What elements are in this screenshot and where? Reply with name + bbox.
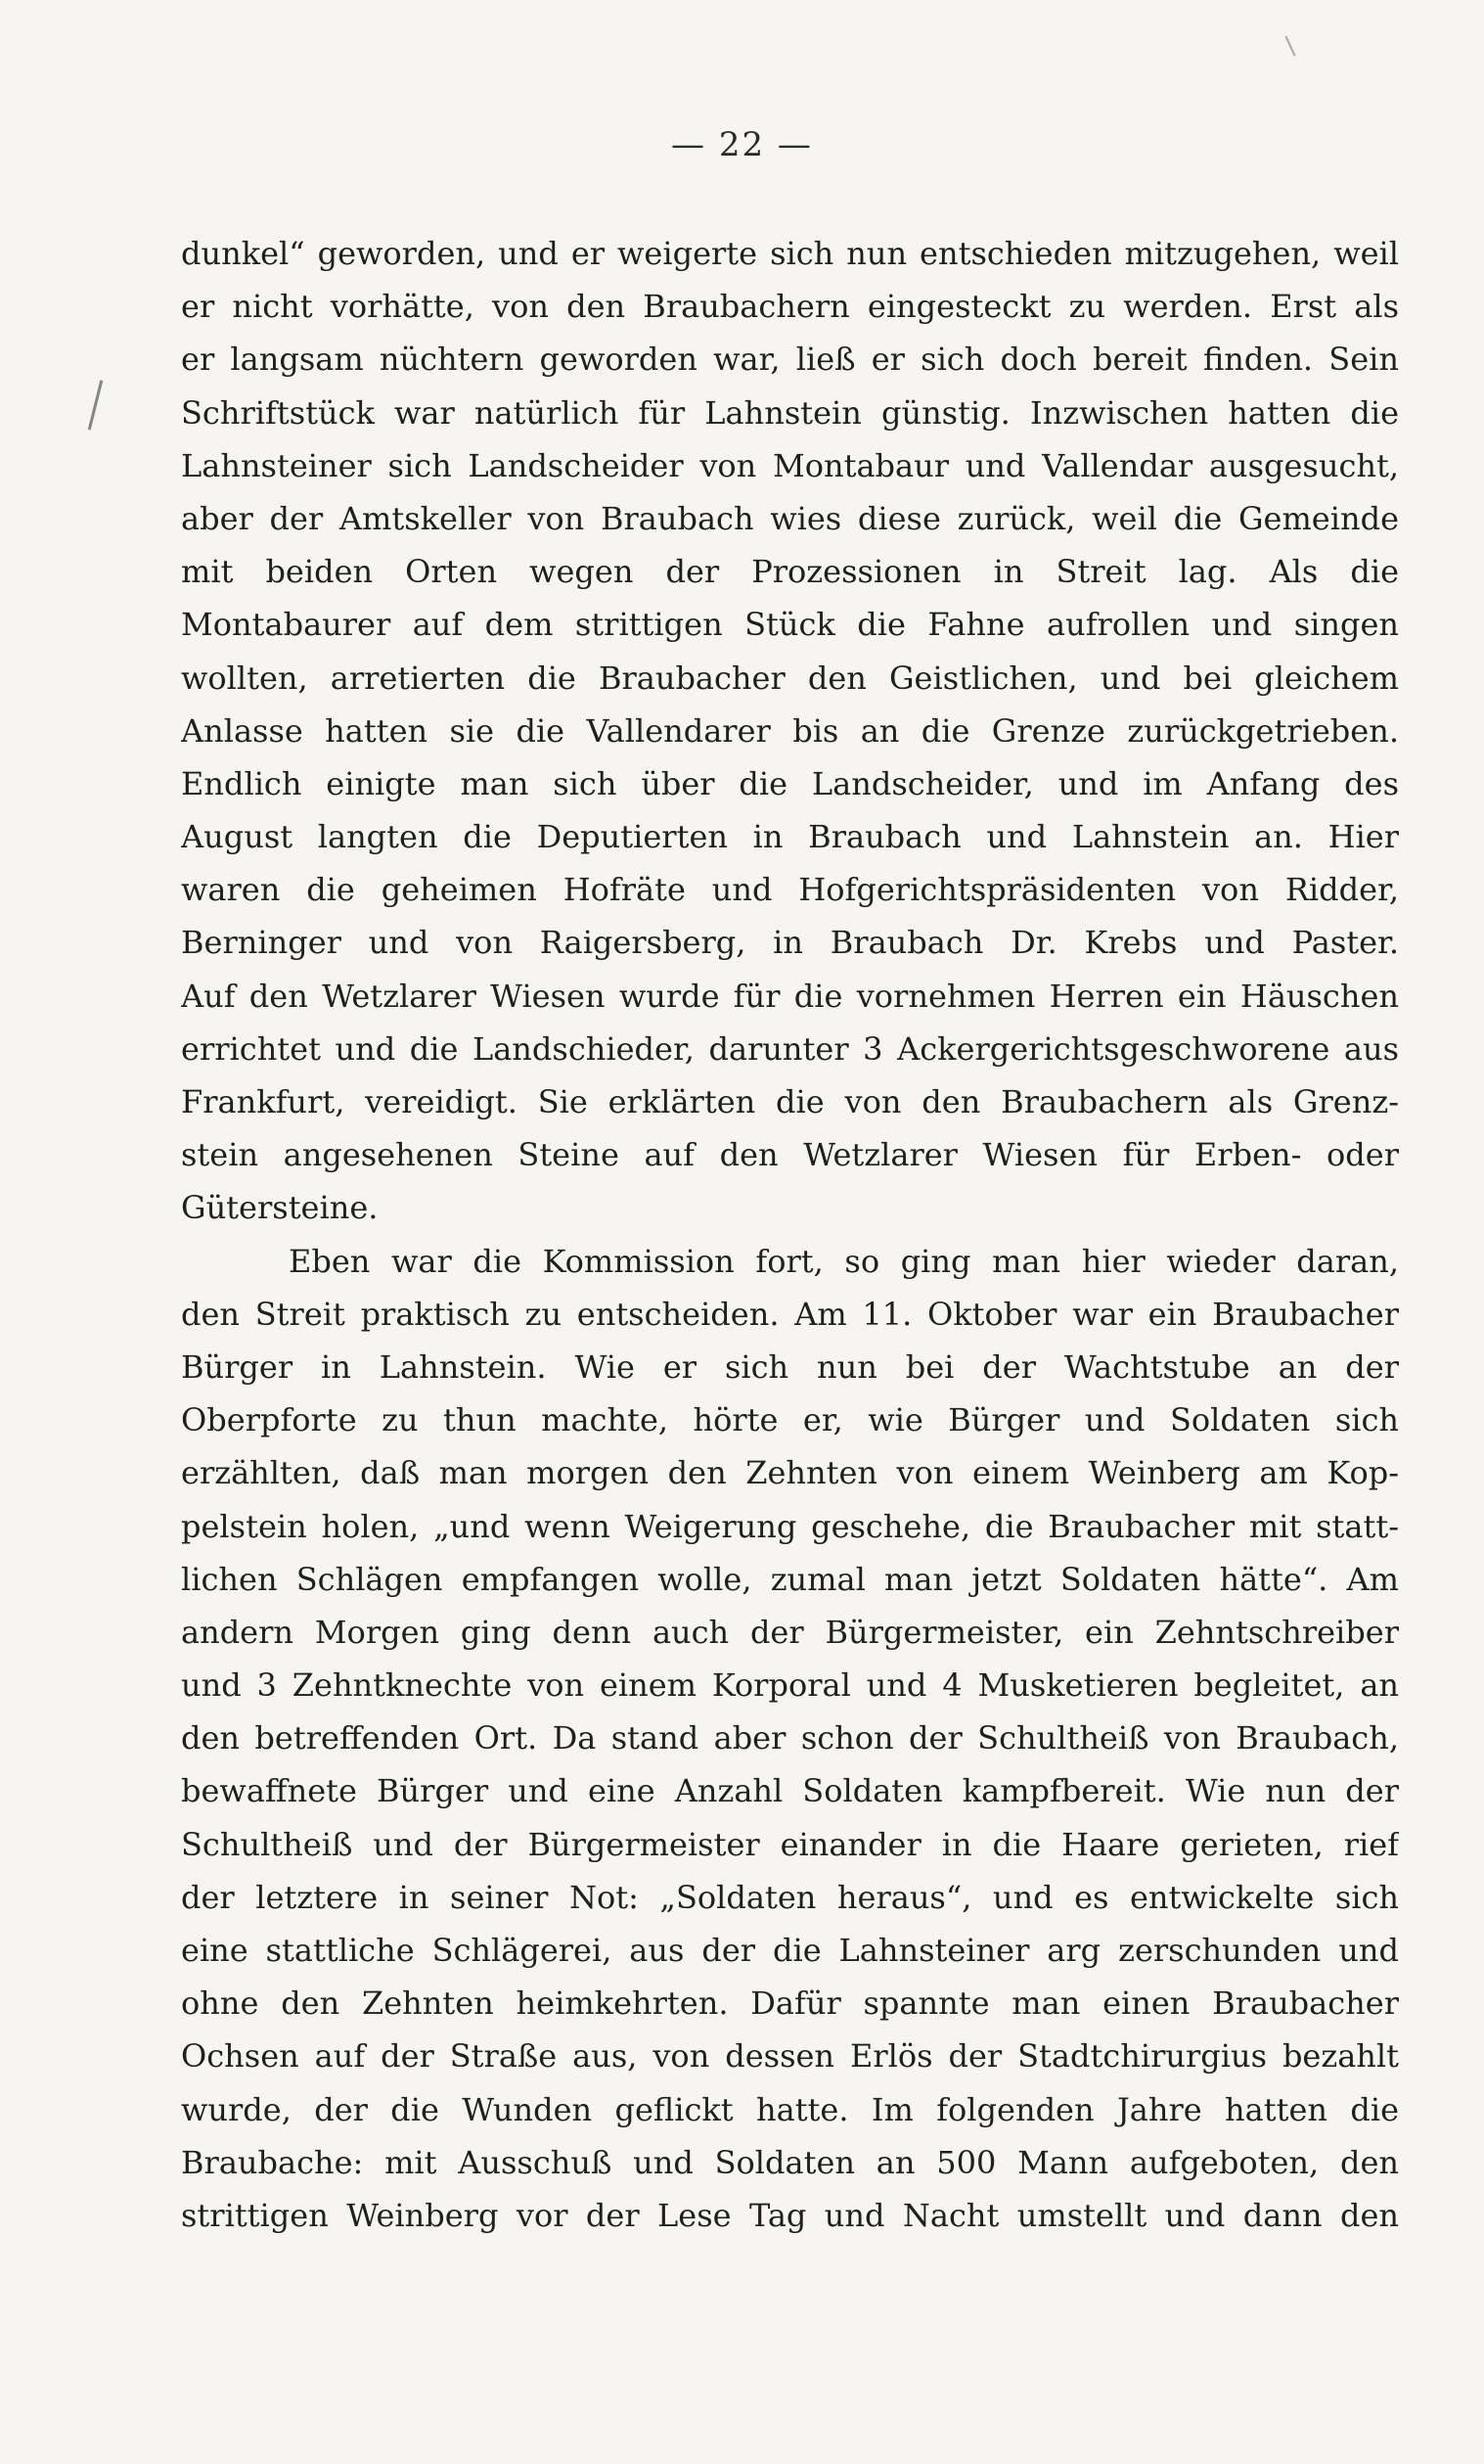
text-line: Eben war die Kommission fort, so ging man hier wieder daran, [289, 1242, 1399, 1280]
text-line: andern Morgen ging denn auch der Bürgermeister, ein Zehntschreiber [181, 1613, 1399, 1651]
text-line: Auf den Wetzlarer Wiesen wurde für die vornehmen Herren ein Häuschen [181, 977, 1399, 1015]
text-line: errichtet und die Landschieder, darunter 3 Ackergerichtsgeschworene aus [181, 1029, 1399, 1068]
corner-mark [1284, 36, 1295, 57]
text-line: Gütersteine. [181, 1189, 379, 1227]
text-line: und 3 Zehntknechte von einem Korporal und 4 Musketieren begleitet, an [181, 1666, 1399, 1705]
text-line: ohne den Zehnten heimkehrten. Dafür spannte man einen Braubacher [181, 1985, 1399, 2023]
text-line: mit beiden Orten wegen der Prozessionen in Streit lag. Als die [181, 553, 1399, 591]
body-text [181, 227, 1399, 2242]
text-line: Lahnsteiner sich Landscheider von Montabaur und Vallendar ausgesucht, [181, 446, 1399, 484]
text-line: der letztere in seiner Not: „Soldaten heraus“, und es entwickelte sich [181, 1878, 1399, 1916]
text-line: wurde, der die Wunden geflickt hatte. Im folgenden Jahre hatten die [181, 2090, 1399, 2128]
text-line: Endlich einigte man sich über die Landscheider, und im Anfang des [181, 764, 1399, 802]
text-line: wollten, arretierten die Braubacher den Geistlichen, und bei gleichem [181, 659, 1399, 697]
text-line: Braubache: mit Ausschuß und Soldaten an 500 Mann aufgeboten, den [181, 2143, 1399, 2181]
text-line: pelstein holen, „und wenn Weigerung geschehe, die Braubacher mit statt- [181, 1507, 1399, 1545]
text-line: er nicht vorhätte, von den Braubachern eingesteckt zu werden. Erst als [181, 288, 1399, 326]
text-line: waren die geheimen Hofräte und Hofgerichtspräsidenten von Ridder, [181, 871, 1399, 909]
text-line: Anlasse hatten sie die Vallendarer bis an die Grenze zurückgetrieben. [181, 711, 1399, 750]
text-line: aber der Amtskeller von Braubach wies diese zurück, weil die Gemeinde [181, 499, 1399, 537]
text-line: eine stattliche Schlägerei, aus der die Lahnsteiner arg zerschunden und [181, 1932, 1399, 1969]
page-number: — 22 — [671, 125, 813, 164]
text-line: bewaffnete Bürger und eine Anzahl Soldaten kampfbereit. Wie nun der [181, 1772, 1399, 1810]
text-line: Bürger in Lahnstein. Wie er sich nun bei der Wachtstube an der [181, 1347, 1399, 1386]
text-line: Berninger und von Raigersberg, in Braubach Dr. Krebs und Paster. [181, 924, 1399, 962]
margin-pencil-mark [88, 380, 103, 430]
text-line: dunkel“ geworden, und er weigerte sich nun entschieden mitzugehen, weil [181, 235, 1399, 272]
text-line: den Streit praktisch zu entscheiden. Am 11. Oktober war ein Braubacher [181, 1295, 1399, 1333]
text-line: er langsam nüchtern geworden war, ließ er sich doch bereit finden. Sein [181, 341, 1399, 379]
text-line: Oberpforte zu thun machte, hörte er, wie Bürger und Soldaten sich [181, 1401, 1399, 1439]
text-line: strittigen Weinberg vor der Lese Tag und Nacht umstellt und dann den [181, 2196, 1399, 2234]
text-line: Schultheiß und der Bürgermeister einander in die Haare gerieten, rief [181, 1825, 1399, 1863]
text-line: erzählten, daß man morgen den Zehnten von einem Weinberg am Kop- [181, 1454, 1399, 1492]
text-line: stein angesehenen Steine auf den Wetzlarer Wiesen für Erben- oder [181, 1136, 1399, 1174]
text-line: Ochsen auf der Straße aus, von dessen Erlös der Stadtchirurgius bezahlt [181, 2037, 1399, 2076]
text-line: lichen Schlägen empfangen wolle, zumal man jetzt Soldaten hätte“. Am [181, 1560, 1399, 1598]
text-line: den betreffenden Ort. Da stand aber schon der Schultheiß von Braubach, [181, 1719, 1399, 1757]
text-line: August langten die Deputierten in Braubach und Lahnstein an. Hier [181, 818, 1399, 856]
text-line: Montabaurer auf dem strittigen Stück die Fahne aufrollen und singen [181, 606, 1399, 644]
text-line: Frankfurt, vereidigt. Sie erklärten die von den Braubachern als Grenz- [181, 1083, 1399, 1120]
paragraph-1 [181, 227, 1399, 1235]
paragraph-2 [181, 1235, 1399, 2243]
text-line: Schriftstück war natürlich für Lahnstein günstig. Inzwischen hatten die [181, 393, 1399, 432]
